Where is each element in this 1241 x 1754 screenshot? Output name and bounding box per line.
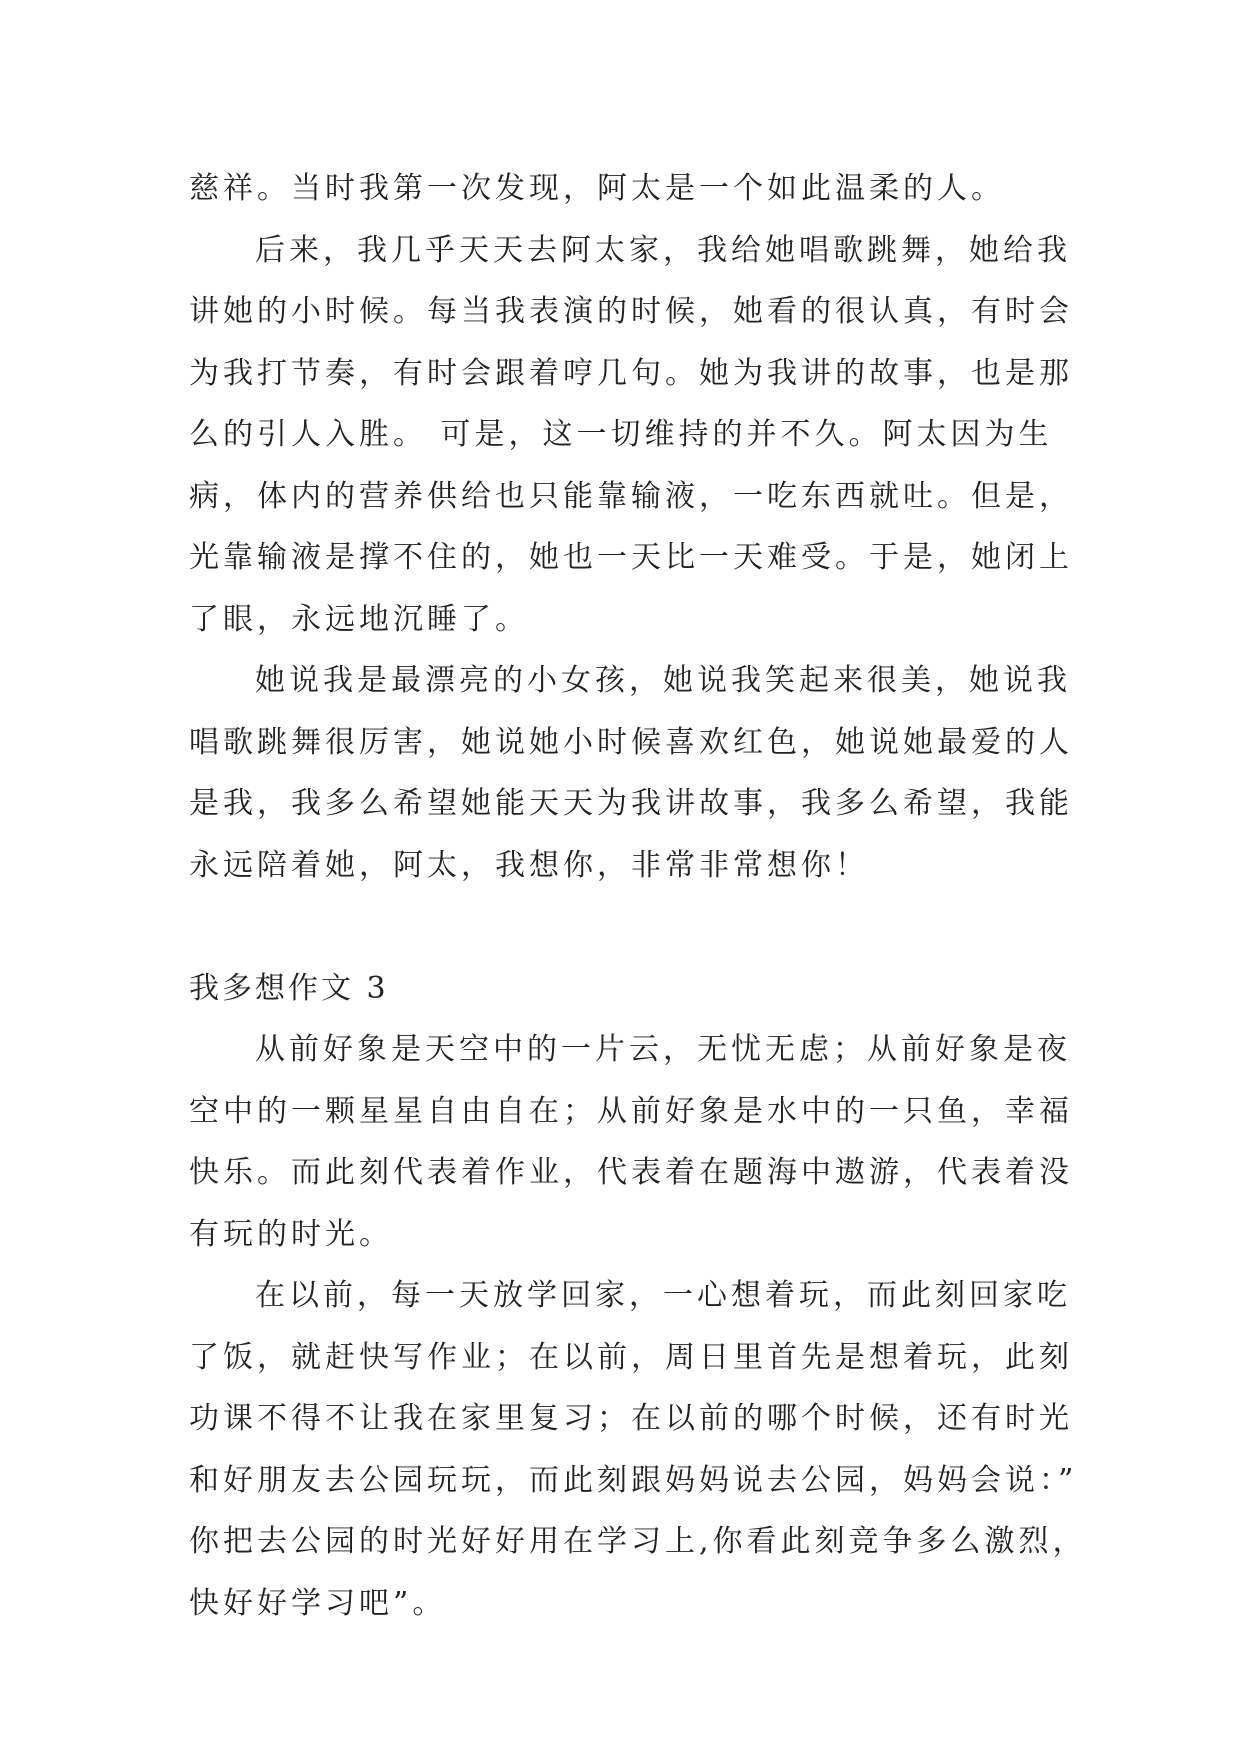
text-line: 功课不得不让我在家里复习；在以前的哪个时候，还有时光 — [189, 1401, 1073, 1436]
text-line: 光靠输液是撑不住的，她也一天比一天难受。于是，她闭上 — [189, 540, 1073, 575]
text-line: 了眼，永远地沉睡了。 — [189, 601, 529, 637]
paragraph-first-line: 她说我是最漂亮的小女孩，她说我笑起来很美，她说我 — [255, 663, 1071, 698]
text-line: 空中的一颗星星自由自在；从前好象是水中的一只鱼，幸福 — [189, 1093, 1073, 1129]
text-line: 你把去公园的时光好好用在学习上,你看此刻竞争多么激烈， — [189, 1524, 1087, 1559]
text-line: 是我，我多么希望她能天天为我讲故事，我多么希望，我能 — [189, 786, 1073, 821]
document-body — [189, 158, 1087, 1634]
text-line: 有玩的时光。 — [189, 1216, 393, 1252]
text-line: 么的引人入胜。 可是，这一切维持的并不久。阿太因为生 — [189, 417, 1053, 452]
text-line: 慈祥。当时我第一次发现，阿太是一个如此温柔的人。 — [189, 171, 1005, 206]
paragraph-first-line: 在以前，每一天放学回家，一心想着玩，而此刻回家吃 — [255, 1278, 1071, 1313]
text-line: 快好好学习吧”。 — [189, 1585, 447, 1621]
paragraph-first-line: 后来，我几乎天天去阿太家，我给她唱歌跳舞，她给我 — [255, 232, 1071, 268]
section-gap — [189, 896, 1049, 958]
text-line: 快乐。而此刻代表着作业，代表着在题海中遨游，代表着没 — [189, 1155, 1073, 1190]
text-line: 永远陪着她，阿太，我想你，非常非常想你！ — [189, 847, 869, 883]
text-line: 病，体内的营养供给也只能靠输液，一吃东西就吐。但是， — [189, 478, 1073, 514]
text-line: 了饭，就赶快写作业；在以前，周日里首先是想着玩，此刻 — [189, 1339, 1073, 1375]
paragraph-first-line: 从前好象是天空中的一片云，无忧无虑；从前好象是夜 — [255, 1032, 1071, 1067]
text-line: 讲她的小时候。每当我表演的时候，她看的很认真，有时会 — [189, 294, 1073, 329]
text-line: 唱歌跳舞很厉害，她说她小时候喜欢红色，她说她最爱的人 — [189, 724, 1073, 760]
text-line: 为我打节奏，有时会跟着哼几句。她为我讲的故事，也是那 — [189, 355, 1073, 391]
section-heading: 我多想作文 3 — [189, 970, 389, 1006]
text-line: 和好朋友去公园玩玩，而此刻跟妈妈说去公园，妈妈会说：” — [189, 1462, 1078, 1498]
